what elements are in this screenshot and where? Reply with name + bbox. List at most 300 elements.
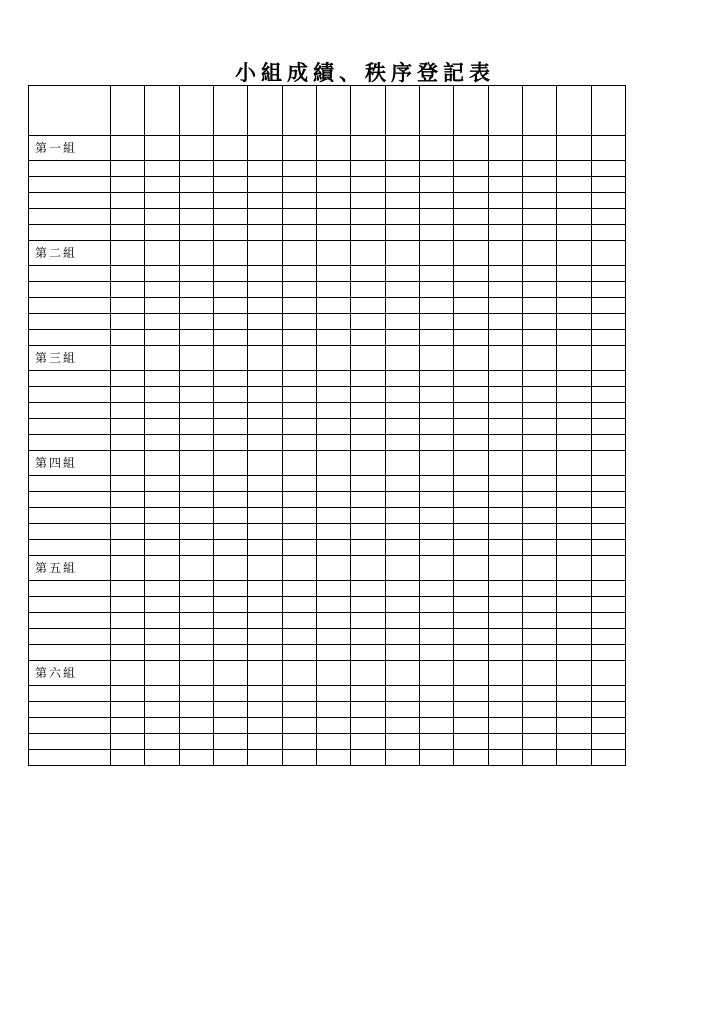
name-cell[interactable] [29,686,111,702]
name-cell[interactable] [29,661,111,686]
score-cell[interactable] [385,403,419,419]
score-cell[interactable] [316,177,350,193]
score-cell[interactable] [522,419,556,435]
score-cell[interactable] [179,524,213,540]
score-cell[interactable] [248,750,282,766]
score-cell[interactable] [248,387,282,403]
score-cell[interactable] [557,266,591,282]
score-cell[interactable] [110,734,144,750]
score-cell[interactable] [522,282,556,298]
score-cell[interactable] [213,508,247,524]
score-cell[interactable] [179,435,213,451]
score-cell[interactable] [179,86,213,136]
score-cell[interactable] [179,540,213,556]
score-cell[interactable] [385,508,419,524]
score-cell[interactable] [110,298,144,314]
score-cell[interactable] [454,314,488,330]
score-cell[interactable] [110,371,144,387]
score-cell[interactable] [385,556,419,581]
score-cell[interactable] [385,661,419,686]
score-cell[interactable] [591,702,625,718]
score-cell[interactable] [591,451,625,476]
score-cell[interactable] [282,435,316,451]
score-cell[interactable] [282,298,316,314]
score-cell[interactable] [145,476,179,492]
score-cell[interactable] [145,177,179,193]
score-cell[interactable] [316,524,350,540]
score-cell[interactable] [213,241,247,266]
score-cell[interactable] [385,282,419,298]
score-cell[interactable] [213,613,247,629]
score-cell[interactable] [351,387,385,403]
score-cell[interactable] [419,451,453,476]
name-cell[interactable] [29,556,111,581]
name-cell[interactable] [29,581,111,597]
score-cell[interactable] [488,161,522,177]
score-cell[interactable] [248,629,282,645]
score-cell[interactable] [419,86,453,136]
score-cell[interactable] [385,718,419,734]
score-cell[interactable] [145,556,179,581]
score-cell[interactable] [522,718,556,734]
score-cell[interactable] [591,419,625,435]
score-cell[interactable] [454,597,488,613]
score-cell[interactable] [248,435,282,451]
score-cell[interactable] [454,734,488,750]
score-cell[interactable] [385,750,419,766]
score-cell[interactable] [316,266,350,282]
name-cell[interactable] [29,492,111,508]
score-cell[interactable] [522,314,556,330]
score-cell[interactable] [110,540,144,556]
score-cell[interactable] [351,177,385,193]
score-cell[interactable] [419,524,453,540]
score-cell[interactable] [351,266,385,282]
score-cell[interactable] [385,702,419,718]
score-cell[interactable] [522,524,556,540]
score-cell[interactable] [591,371,625,387]
score-cell[interactable] [591,734,625,750]
score-cell[interactable] [557,346,591,371]
score-cell[interactable] [248,613,282,629]
score-cell[interactable] [145,524,179,540]
name-cell[interactable] [29,161,111,177]
score-cell[interactable] [522,209,556,225]
score-cell[interactable] [385,686,419,702]
score-cell[interactable] [522,645,556,661]
score-cell[interactable] [454,298,488,314]
score-cell[interactable] [522,266,556,282]
score-cell[interactable] [213,86,247,136]
name-cell[interactable] [29,629,111,645]
score-cell[interactable] [248,540,282,556]
score-cell[interactable] [557,613,591,629]
score-cell[interactable] [419,556,453,581]
score-cell[interactable] [110,718,144,734]
score-cell[interactable] [213,209,247,225]
score-cell[interactable] [316,451,350,476]
score-cell[interactable] [110,282,144,298]
score-cell[interactable] [248,330,282,346]
score-cell[interactable] [145,86,179,136]
score-cell[interactable] [454,661,488,686]
score-cell[interactable] [385,193,419,209]
score-cell[interactable] [145,581,179,597]
score-cell[interactable] [145,686,179,702]
score-cell[interactable] [488,177,522,193]
score-cell[interactable] [557,597,591,613]
score-cell[interactable] [454,645,488,661]
name-cell[interactable] [29,419,111,435]
score-cell[interactable] [316,492,350,508]
score-cell[interactable] [282,241,316,266]
score-cell[interactable] [557,419,591,435]
score-cell[interactable] [351,508,385,524]
score-cell[interactable] [419,629,453,645]
score-cell[interactable] [316,581,350,597]
score-cell[interactable] [213,451,247,476]
score-cell[interactable] [248,346,282,371]
score-cell[interactable] [488,387,522,403]
score-cell[interactable] [454,718,488,734]
score-cell[interactable] [179,330,213,346]
score-cell[interactable] [557,556,591,581]
score-cell[interactable] [591,613,625,629]
score-cell[interactable] [282,371,316,387]
score-cell[interactable] [557,476,591,492]
score-cell[interactable] [385,435,419,451]
score-cell[interactable] [248,492,282,508]
score-cell[interactable] [351,209,385,225]
score-cell[interactable] [316,597,350,613]
score-cell[interactable] [145,298,179,314]
score-cell[interactable] [213,524,247,540]
score-cell[interactable] [385,371,419,387]
score-cell[interactable] [282,718,316,734]
score-cell[interactable] [248,581,282,597]
score-cell[interactable] [522,686,556,702]
score-cell[interactable] [385,266,419,282]
score-cell[interactable] [557,177,591,193]
score-cell[interactable] [557,492,591,508]
score-cell[interactable] [179,718,213,734]
score-cell[interactable] [454,581,488,597]
score-cell[interactable] [419,476,453,492]
score-cell[interactable] [179,581,213,597]
score-cell[interactable] [488,613,522,629]
score-cell[interactable] [110,193,144,209]
score-cell[interactable] [385,734,419,750]
score-cell[interactable] [522,581,556,597]
score-cell[interactable] [179,492,213,508]
score-cell[interactable] [385,645,419,661]
score-cell[interactable] [557,435,591,451]
score-cell[interactable] [316,330,350,346]
score-cell[interactable] [385,314,419,330]
score-cell[interactable] [591,193,625,209]
name-cell[interactable] [29,403,111,419]
score-cell[interactable] [454,177,488,193]
score-cell[interactable] [557,298,591,314]
score-cell[interactable] [557,702,591,718]
name-cell[interactable] [29,298,111,314]
score-cell[interactable] [282,524,316,540]
score-cell[interactable] [110,492,144,508]
score-cell[interactable] [213,435,247,451]
score-cell[interactable] [316,298,350,314]
score-cell[interactable] [454,266,488,282]
score-cell[interactable] [488,435,522,451]
score-cell[interactable] [248,282,282,298]
score-cell[interactable] [351,225,385,241]
score-cell[interactable] [591,241,625,266]
score-cell[interactable] [454,387,488,403]
score-cell[interactable] [145,451,179,476]
score-cell[interactable] [488,193,522,209]
score-cell[interactable] [282,209,316,225]
score-cell[interactable] [591,266,625,282]
score-cell[interactable] [179,476,213,492]
score-cell[interactable] [522,702,556,718]
score-cell[interactable] [316,556,350,581]
score-cell[interactable] [248,86,282,136]
score-cell[interactable] [110,225,144,241]
score-cell[interactable] [213,581,247,597]
score-cell[interactable] [454,492,488,508]
score-cell[interactable] [351,556,385,581]
score-cell[interactable] [419,314,453,330]
score-cell[interactable] [179,161,213,177]
score-cell[interactable] [522,508,556,524]
score-cell[interactable] [145,387,179,403]
name-cell[interactable] [29,435,111,451]
name-cell[interactable] [29,613,111,629]
score-cell[interactable] [557,225,591,241]
score-cell[interactable] [385,613,419,629]
score-cell[interactable] [385,629,419,645]
score-cell[interactable] [557,645,591,661]
score-cell[interactable] [488,524,522,540]
score-cell[interactable] [591,86,625,136]
score-cell[interactable] [248,718,282,734]
score-cell[interactable] [248,686,282,702]
score-cell[interactable] [179,613,213,629]
score-cell[interactable] [213,661,247,686]
score-cell[interactable] [282,492,316,508]
score-cell[interactable] [316,629,350,645]
score-cell[interactable] [419,613,453,629]
score-cell[interactable] [591,508,625,524]
score-cell[interactable] [488,508,522,524]
score-cell[interactable] [179,419,213,435]
score-cell[interactable] [110,136,144,161]
score-cell[interactable] [110,581,144,597]
score-cell[interactable] [145,435,179,451]
score-cell[interactable] [110,702,144,718]
score-cell[interactable] [248,597,282,613]
score-cell[interactable] [248,161,282,177]
score-cell[interactable] [385,225,419,241]
score-cell[interactable] [282,314,316,330]
score-cell[interactable] [282,702,316,718]
score-cell[interactable] [351,492,385,508]
score-cell[interactable] [351,476,385,492]
score-cell[interactable] [179,686,213,702]
score-cell[interactable] [488,661,522,686]
score-cell[interactable] [213,702,247,718]
score-cell[interactable] [316,508,350,524]
score-cell[interactable] [454,282,488,298]
score-cell[interactable] [591,540,625,556]
score-cell[interactable] [488,282,522,298]
score-cell[interactable] [351,524,385,540]
score-cell[interactable] [591,161,625,177]
score-cell[interactable] [282,161,316,177]
score-cell[interactable] [522,492,556,508]
score-cell[interactable] [351,451,385,476]
score-cell[interactable] [591,686,625,702]
score-cell[interactable] [419,177,453,193]
score-cell[interactable] [145,492,179,508]
score-cell[interactable] [110,86,144,136]
score-cell[interactable] [385,209,419,225]
name-cell[interactable] [29,177,111,193]
score-cell[interactable] [488,645,522,661]
score-cell[interactable] [454,524,488,540]
name-cell[interactable] [29,734,111,750]
name-cell[interactable] [29,136,111,161]
score-cell[interactable] [454,540,488,556]
score-cell[interactable] [316,540,350,556]
score-cell[interactable] [488,718,522,734]
name-cell[interactable] [29,524,111,540]
score-cell[interactable] [488,750,522,766]
score-cell[interactable] [145,702,179,718]
score-cell[interactable] [213,225,247,241]
score-cell[interactable] [316,686,350,702]
score-cell[interactable] [454,346,488,371]
name-cell[interactable] [29,346,111,371]
score-cell[interactable] [145,371,179,387]
score-cell[interactable] [110,161,144,177]
score-cell[interactable] [557,451,591,476]
score-cell[interactable] [179,298,213,314]
score-cell[interactable] [522,371,556,387]
score-cell[interactable] [248,556,282,581]
score-cell[interactable] [282,266,316,282]
score-cell[interactable] [522,177,556,193]
score-cell[interactable] [419,540,453,556]
score-cell[interactable] [248,476,282,492]
score-cell[interactable] [557,193,591,209]
score-cell[interactable] [282,346,316,371]
name-cell[interactable] [29,209,111,225]
score-cell[interactable] [316,435,350,451]
score-cell[interactable] [591,136,625,161]
score-cell[interactable] [591,492,625,508]
score-cell[interactable] [145,645,179,661]
name-cell[interactable] [29,282,111,298]
score-cell[interactable] [488,451,522,476]
score-cell[interactable] [316,702,350,718]
score-cell[interactable] [419,419,453,435]
score-cell[interactable] [522,734,556,750]
score-cell[interactable] [213,314,247,330]
score-cell[interactable] [419,435,453,451]
score-cell[interactable] [351,750,385,766]
score-cell[interactable] [522,346,556,371]
score-cell[interactable] [316,613,350,629]
score-cell[interactable] [282,193,316,209]
score-cell[interactable] [591,597,625,613]
score-cell[interactable] [557,387,591,403]
score-cell[interactable] [110,419,144,435]
score-cell[interactable] [282,597,316,613]
score-cell[interactable] [557,330,591,346]
score-cell[interactable] [591,209,625,225]
score-cell[interactable] [385,540,419,556]
score-cell[interactable] [385,524,419,540]
name-cell[interactable] [29,387,111,403]
score-cell[interactable] [145,225,179,241]
score-cell[interactable] [282,629,316,645]
score-cell[interactable] [110,476,144,492]
score-cell[interactable] [557,161,591,177]
score-cell[interactable] [213,193,247,209]
score-cell[interactable] [454,476,488,492]
score-cell[interactable] [419,266,453,282]
score-cell[interactable] [213,346,247,371]
score-cell[interactable] [419,298,453,314]
score-cell[interactable] [179,177,213,193]
score-cell[interactable] [316,661,350,686]
score-cell[interactable] [316,225,350,241]
score-cell[interactable] [351,403,385,419]
score-cell[interactable] [419,193,453,209]
score-cell[interactable] [316,161,350,177]
score-cell[interactable] [488,266,522,282]
score-cell[interactable] [419,387,453,403]
score-cell[interactable] [282,136,316,161]
score-cell[interactable] [282,451,316,476]
score-cell[interactable] [110,613,144,629]
score-cell[interactable] [385,330,419,346]
score-cell[interactable] [522,387,556,403]
score-cell[interactable] [591,556,625,581]
score-cell[interactable] [316,718,350,734]
score-cell[interactable] [179,387,213,403]
score-cell[interactable] [213,645,247,661]
score-cell[interactable] [385,298,419,314]
score-cell[interactable] [179,629,213,645]
score-cell[interactable] [213,492,247,508]
score-cell[interactable] [179,209,213,225]
score-cell[interactable] [522,750,556,766]
score-cell[interactable] [213,734,247,750]
score-cell[interactable] [110,661,144,686]
score-cell[interactable] [213,282,247,298]
score-cell[interactable] [282,540,316,556]
score-cell[interactable] [316,645,350,661]
score-cell[interactable] [179,282,213,298]
score-cell[interactable] [488,136,522,161]
score-cell[interactable] [454,403,488,419]
name-cell[interactable] [29,597,111,613]
score-cell[interactable] [488,540,522,556]
score-cell[interactable] [282,476,316,492]
score-cell[interactable] [179,597,213,613]
score-cell[interactable] [419,734,453,750]
